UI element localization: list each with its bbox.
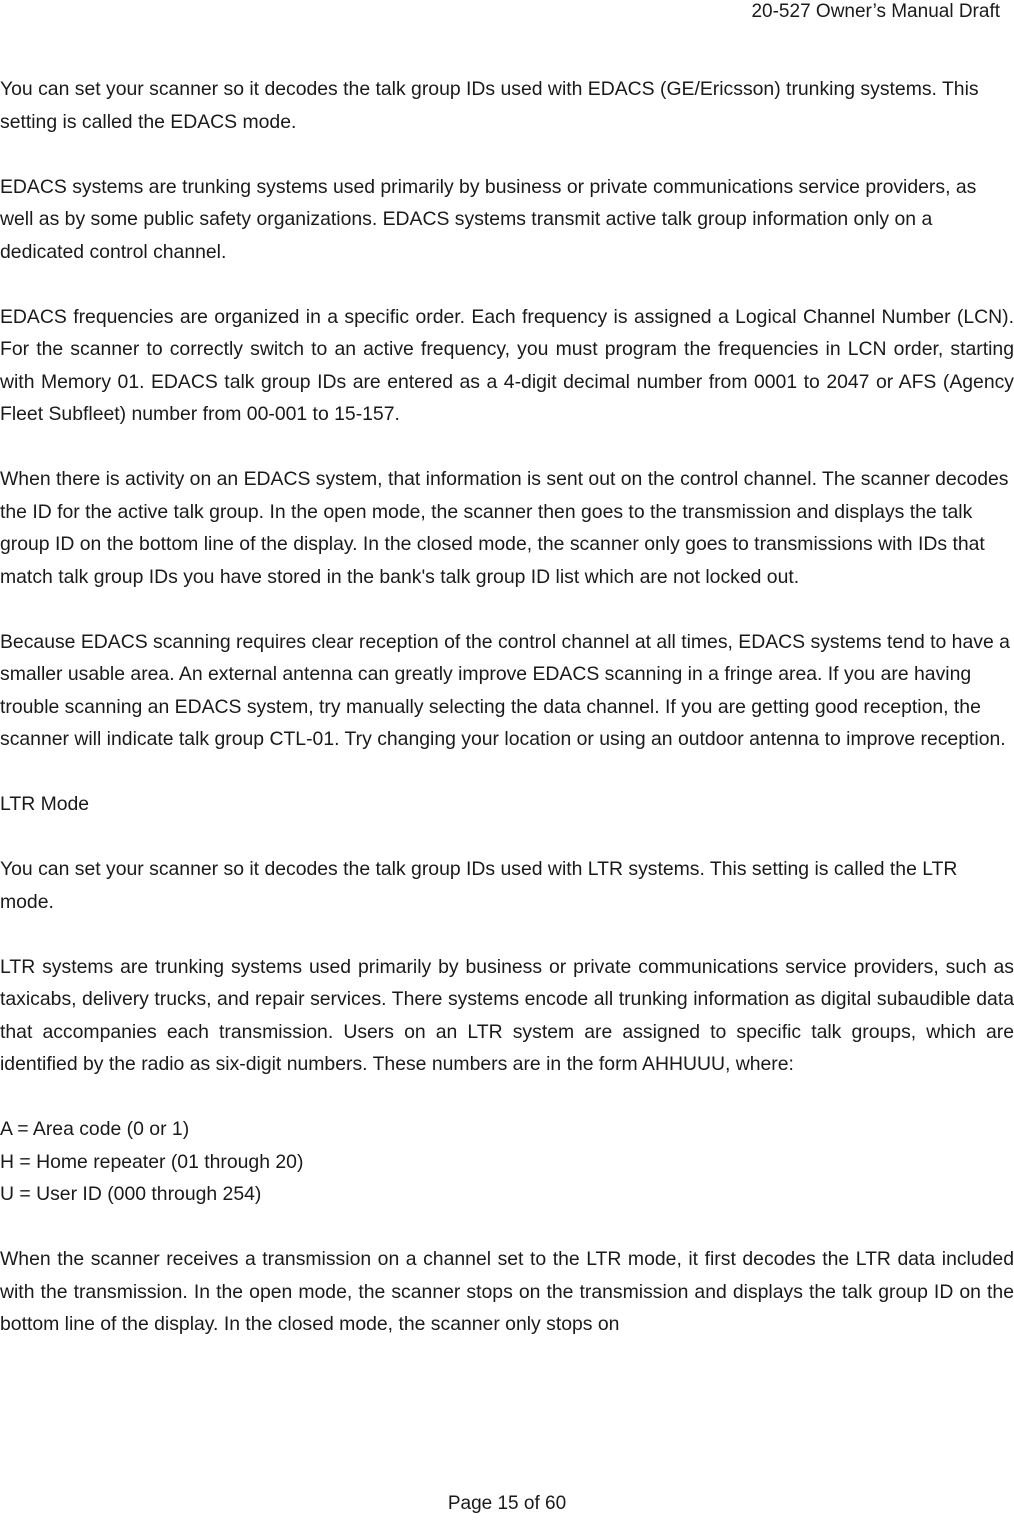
definition-user-id: U = User ID (000 through 254) bbox=[0, 1183, 262, 1205]
definition-area-code: A = Area code (0 or 1) bbox=[0, 1118, 190, 1140]
page-footer bbox=[0, 1492, 1014, 1516]
paragraph-edacs-reception: Because EDACS scanning requires clear reception of the control channel at all times, EDACS systems tend to have a smaller usable area. An external antenna can greatly improve EDACS scanning in a fringe area. If you are having trouble scanning an EDACS system, try manually selecting the data channel. If you are getting good reception, the scanner will indicate talk group CTL-01. Try changing your location or using an outdoor antenna to improve reception. bbox=[0, 630, 1010, 750]
paragraph-edacs-frequencies: EDACS frequencies are organized in a specific order. Each frequency is assigned a Logical Channel Number (LCN). For the scanner to correctly switch to an active frequency, you must program the frequencies in LCN order, starting with Memory 01. EDACS talk group IDs are entered as a 4-digit decimal number from 0001 to 2047 or AFS (Agency Fleet Subfleet) number from 00-001 to 15-157. bbox=[0, 305, 1014, 425]
paragraph-edacs-intro: You can set your scanner so it decodes the talk group IDs used with EDACS (GE/Ericsson) trunking systems. This setting is called the EDACS mode. bbox=[0, 78, 979, 133]
paragraph-ltr-receive: When the scanner receives a transmission on a channel set to the LTR mode, it first decodes the LTR data included with the transmission. In the open mode, the scanner stops on the transmission and displays the talk group ID on the bottom line of the display. In the closed mode, the scanner only stops on bbox=[0, 1248, 1014, 1335]
paragraph-edacs-activity: When there is activity on an EDACS system, that information is sent out on the control channel. The scanner decodes the ID for the active talk group. In the open mode, the scanner then goes to the transmission and displays the talk group ID on the bottom line of the display. In the closed mode, the scanner only goes to transmissions with IDs that match talk group IDs you have stored in the bank's talk group ID list which are not locked out. bbox=[0, 468, 1009, 588]
definition-home-repeater: H = Home repeater (01 through 20) bbox=[0, 1150, 304, 1173]
manual-title: 20-527 Owner’s Manual Draft bbox=[751, 1, 1000, 22]
ahhuuu-definition-list bbox=[0, 1113, 1014, 1211]
paragraph-ltr-systems: LTR systems are trunking systems used primarily by business or private communications service providers, such as taxicabs, delivery trucks, and repair services. There systems encode all trunking information as digital subaudible data that accompanies each transmission. Users on an LTR system are assigned to specific talk groups, which are identified by the radio as six-digit numbers. These numbers are in the form AHHUUU, where: bbox=[0, 955, 1014, 1075]
paragraph-ltr-intro: You can set your scanner so it decodes the talk group IDs used with LTR systems. This setting is called the LTR mode. bbox=[0, 858, 958, 913]
page-number: Page 15 of 60 bbox=[447, 1493, 567, 1514]
section-heading-ltr-mode: LTR Mode bbox=[0, 793, 90, 815]
document-header bbox=[751, 0, 1000, 24]
paragraph-edacs-systems: EDACS systems are trunking systems used primarily by business or private communications service providers, as well as by some public safety organizations. EDACS systems transmit active talk group information only on a dedicated control channel. bbox=[0, 175, 977, 263]
page-body bbox=[0, 73, 1014, 1373]
